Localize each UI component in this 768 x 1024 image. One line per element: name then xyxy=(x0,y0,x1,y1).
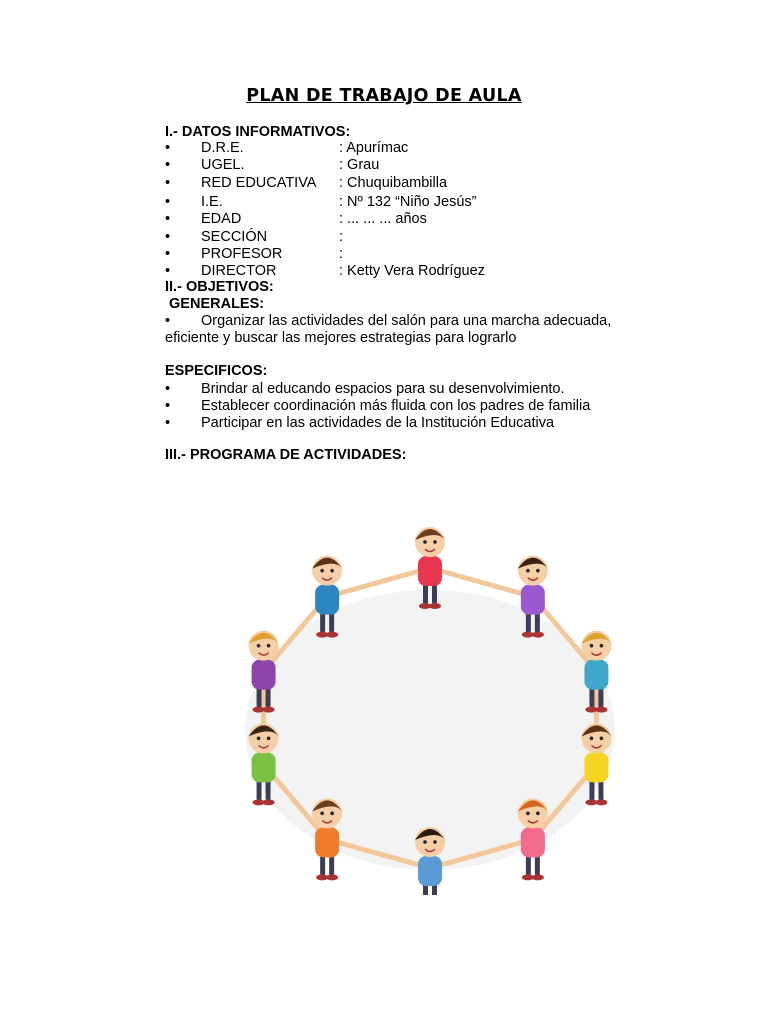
info-value: : Chuquibambilla xyxy=(339,175,448,191)
bullet: • xyxy=(165,381,171,397)
info-value: : Grau xyxy=(339,157,380,173)
especifico-text: Participar en las actividades de la Institución Educativa xyxy=(201,415,555,431)
bullet: • xyxy=(165,263,171,279)
info-label: D.R.E. xyxy=(201,140,244,156)
bullet: • xyxy=(165,415,171,431)
bullet: • xyxy=(165,211,171,227)
info-label: UGEL. xyxy=(201,157,245,173)
generales-line-2: eficiente y buscar las mejores estrategias para lograrlo xyxy=(165,330,517,346)
child-figure xyxy=(312,798,342,880)
bullet: • xyxy=(165,246,171,262)
subheading-especificos: ESPECIFICOS: xyxy=(165,363,268,379)
info-label: SECCIÓN xyxy=(201,229,268,245)
page-title: PLAN DE TRABAJO DE AULA xyxy=(246,86,522,106)
bullet: • xyxy=(165,194,171,210)
subheading-generales: GENERALES: xyxy=(165,296,265,312)
section-heading-datos: I.- DATOS INFORMATIVOS: xyxy=(165,124,351,140)
child-figure xyxy=(415,827,445,895)
especifico-text: Establecer coordinación más fluida con los padres de familia xyxy=(201,398,591,414)
bullet: • xyxy=(165,140,171,156)
info-label: I.E. xyxy=(201,194,223,210)
bullet: • xyxy=(165,398,171,414)
info-label: EDAD xyxy=(201,211,242,227)
bullet: • xyxy=(165,175,171,191)
info-value: : Ketty Vera Rodríguez xyxy=(339,263,485,279)
children-circle-illustration xyxy=(215,510,645,895)
info-label: RED EDUCATIVA xyxy=(201,175,317,191)
info-label: DIRECTOR xyxy=(201,263,277,279)
section-heading-programa: III.- PROGRAMA DE ACTIVIDADES: xyxy=(165,447,407,463)
bullet: • xyxy=(165,157,171,173)
generales-paragraph xyxy=(165,313,645,347)
info-value: : xyxy=(339,229,344,245)
info-label: PROFESOR xyxy=(201,246,283,262)
section-heading-objetivos: II.- OBJETIVOS: xyxy=(165,279,274,295)
info-value: : Nº 132 “Niño Jesús” xyxy=(339,194,477,210)
child-figure xyxy=(518,798,548,880)
info-value: : xyxy=(339,246,344,262)
bullet: • xyxy=(165,313,171,329)
info-value: : ... ... ... años xyxy=(339,211,427,227)
generales-line-1: Organizar las actividades del salón para una marcha adecuada, xyxy=(201,313,612,329)
info-value: : Apurímac xyxy=(339,140,409,156)
bullet: • xyxy=(165,229,171,245)
especifico-text: Brindar al educando espacios para su desenvolvimiento. xyxy=(201,381,565,397)
